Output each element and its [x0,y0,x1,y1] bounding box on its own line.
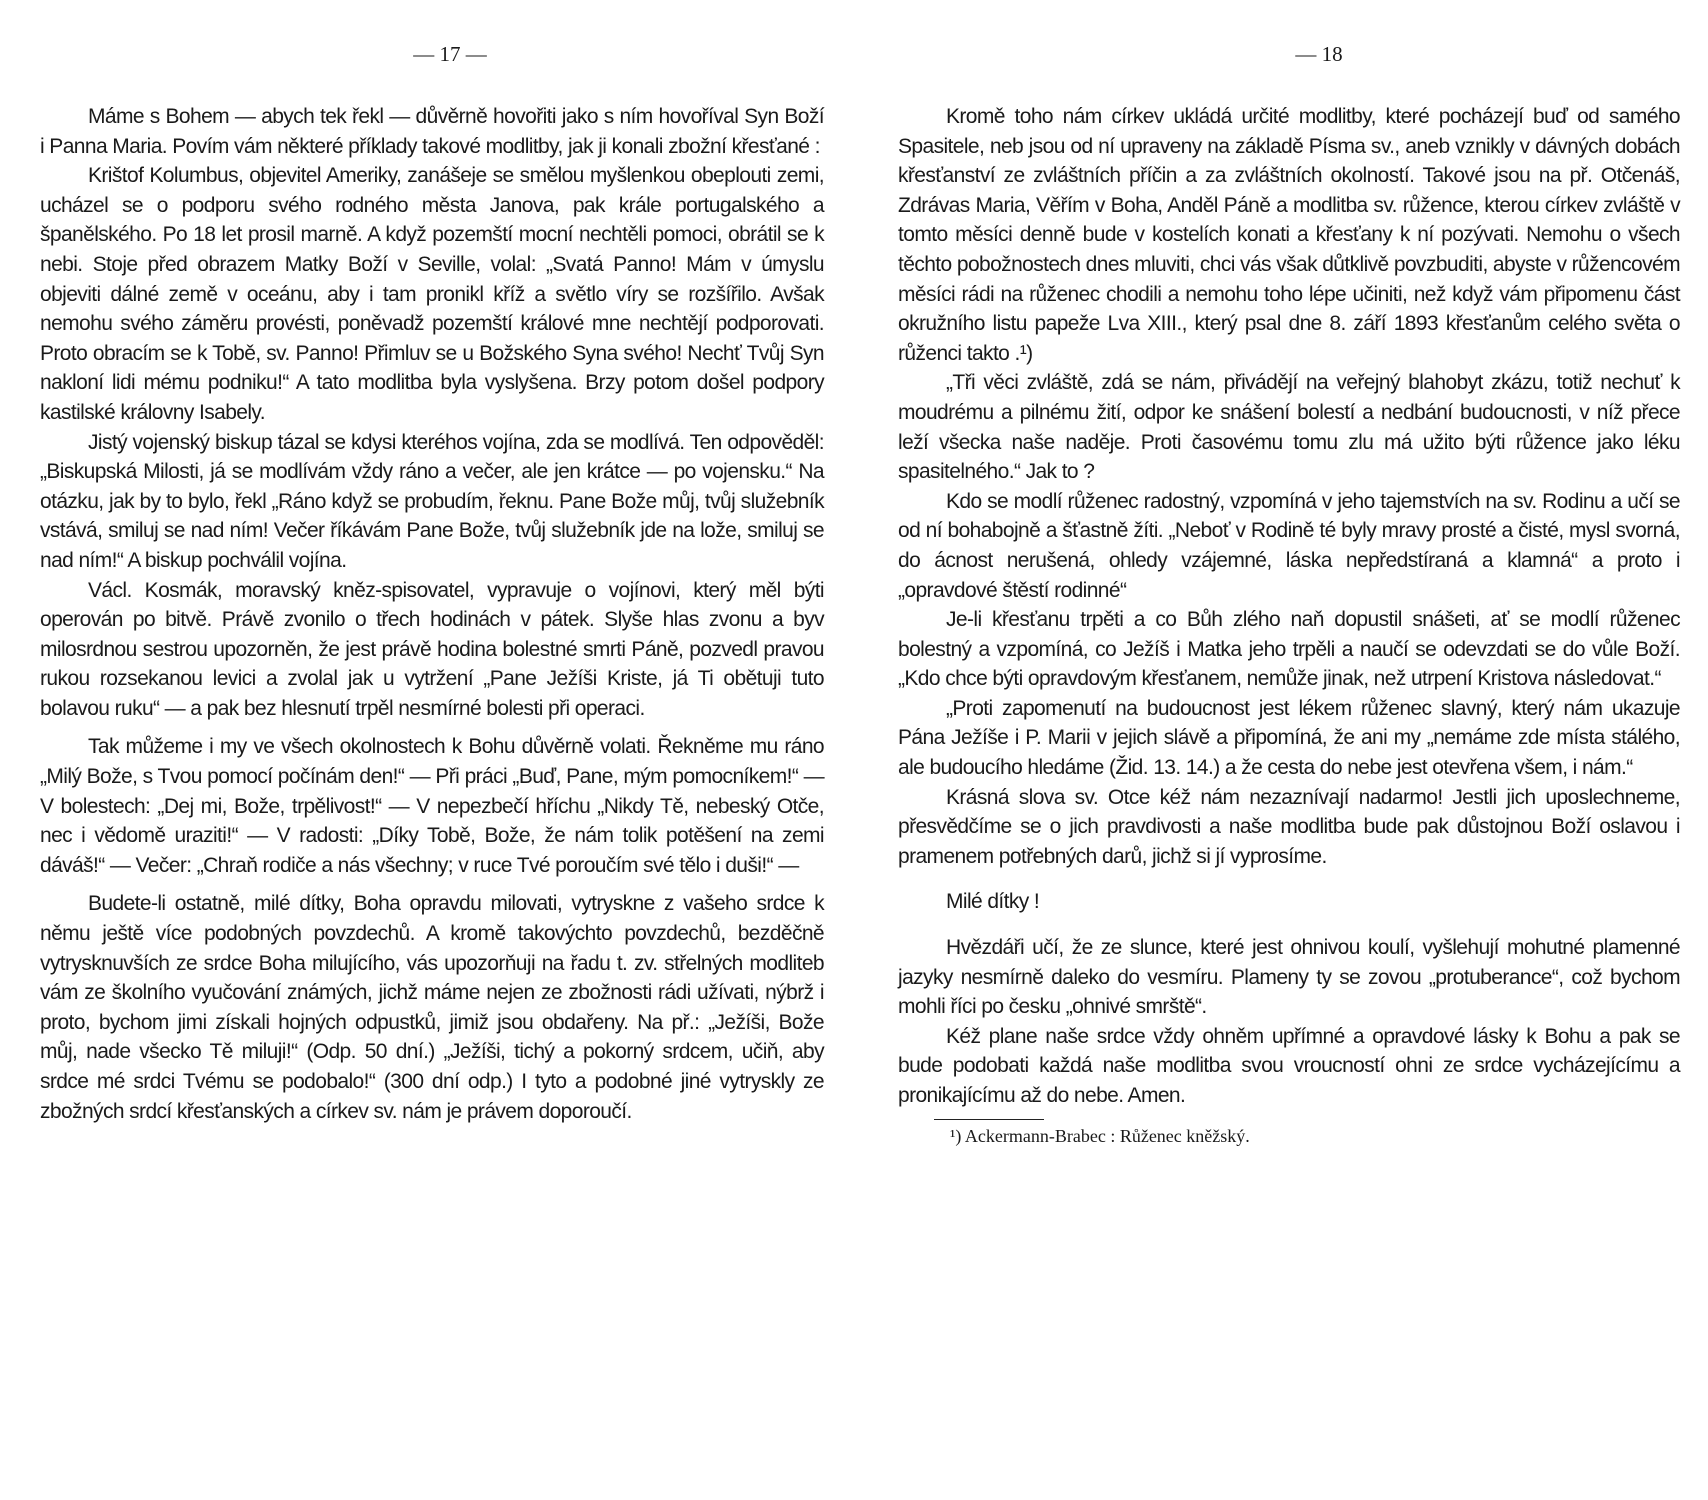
page-text [40,102,824,1126]
page-number: — 18 [1295,42,1343,66]
paragraph: Tak můžeme i my ve všech okolnostech k Bohu důvěrně volati. Řekněme mu ráno „Milý Bože, s Tvou pomocí počínám den!“ — Při práci „Buď, Pane, mým pomocníkem!“ — V bolestech: „Dej mi, Bože, trpělivost!“ — V nepezbečí hříchu „Nikdy Tě, nebeský Otče, nec i vědomě uraziti!“ — V radosti: „Díky Tobě, Bože, že nám tolik potěšení na zemi dáváš!“ — Večer: „Chraň rodiče a nás všechny; v ruce Tvé poroučím své tělo i duši!“ — [40,735,824,877]
salutation: Milé dítky ! [946,890,1040,914]
right-page [898,0,1680,1147]
paragraph: Kromě toho nám církev ukládá určité modlitby, které pocházejí buď od samého Spasitele, neb jsou od ní upraveny na základě Písma sv., aneb vznikly v dávných dobách křesťanství ze zvláštních příčin a za zvláštních okolností. Takové jsou na př. Otčenáš, Zdrávas Maria, Věřím v Boha, Anděl Páně a modlitba sv. růžence, kterou církev zvláště v tomto měsíci denně bude v kostelích konati a křesťany k ní pozývati. Nemohu o všech těchto pobožnostech dnes mluviti, chci vás však důtklivě povzbuditi, abyste v růžencovém měsíci rádi na růženec chodili a nemohu toho lépe učiniti, než když vám připomenu část okružního listu papeže Lva XIII., který psal dne 8. září 1893 křesťanům celého světa o růženci takto .¹) [898,105,1680,365]
paragraph: „Proti zapomenutí na budoucnost jest lékem růženec slavný, který nám ukazuje Pána Ježíše i P. Marii v jejich slávě a připomíná, že ani my „nemáme zde místa stálého, ale budoucího hledáme (Žid. 13. 14.) a že cesta do nebe jest otevřena všem, i nám.“ [898,696,1680,780]
paragraph: „Tři věci zvláště, zdá se nám, přivádějí na veřejný blahobyt zkázu, totiž nechuť k moudrému a pilnému žití, odpor ke snášení bolestí a nedbání budoucnosti, v níž přece leží všecka naše naděje. Proti časovému tomu zlu má užito býti růžence jako léku spasitelného.“ Jak to ? [898,371,1680,484]
paragraph: Kéž plane naše srdce vždy ohněm upřímné a opravdové lásky k Bohu a pak se bude podobati každá naše modlitba svou vroucností ohni ze srdce vycházejícímu a pronikajícímu až do nebe. Amen. [898,1024,1680,1107]
paragraph: Kdo se modlí růženec radostný, vzpomíná v jeho tajemstvích na sv. Rodinu a učí se od ní bohabojně a šťastně žíti. „Neboť v Rodině té byly mravy prosté a čisté, mysl svorná, do ácnost nerušená, ohledy vzájemné, láska nepředstíraná a klamná“ a proto i „opravdové štěstí rodinné“ [898,489,1680,602]
page-text [898,102,1680,1111]
left-page [40,0,824,1126]
footnote: ¹) Ackermann-Brabec : Růženec kněžský. [950,1125,1250,1146]
footnote-divider [934,1119,1044,1120]
paragraph: Je-li křesťanu trpěti a co Bůh zlého naň dopustil snášeti, ať se modlí růženec bolestný a vzpomíná, co Ježíš i Matka jeho trpěli a naučí se odevzdati se do vůle Boží. „Kdo chce býti opravdovým křesťanem, nemůže jinak, než utrpení Kristova následovat.“ [898,608,1680,691]
paragraph: Václ. Kosmák, moravský kněz-spisovatel, vypravuje o vojínovi, který měl býti operován po bitvě. Právě zvonilo o třech hodinách v pátek. Slyše hlas zvonu a byv milosrdnou sestrou upozorněn, že jest právě hodina bolestné smrti Páně, pozvedl pravou rukou rozsekanou levici a zvolal jak u vytržení „Pane Ježíši Kriste, já Ti obětuji tuto bolavou ruku“ — a pak bez hlesnutí trpěl nesmírné bolesti při operaci. [40,578,824,720]
paragraph: Hvězdáři učí, že ze slunce, které jest ohnivou koulí, vyšlehují mohutné plamenné jazyky nesmírně daleko do vesmíru. Plameny ty se zovou „protuberance“, což bychom mohli říci po česku „ohnivé smrště“. [898,936,1680,1019]
paragraph: Budete-li ostatně, milé dítky, Boha opravdu milovati, vytryskne z vašeho srdce k němu ještě více podobných povzdechů. A kromě takovýchto povzdechů, bezděčně vytrysknuvších ze srdce Boha milujícího, vás upozorňuji na řadu t. zv. střelných modliteb vám ze školního vyučování známých, jichž máme nejen ze zbožnosti rádi užívati, nýbrž i proto, bychom jimi získali hojných odpustků, jimiž jsou obdařeny. Na př.: „Ježíši, Bože můj, nade všecko Tě miluji!“ (Odp. 50 dní.) „Ježíši, tichý a pokorný srdcem, učiň, aby srdce mé srdci Tvému se podobalo!“ (300 dní odp.) I tyto a podobné jiné vytryskly ze zbožných srdcí křesťanských a církev sv. nám je právem doporoučí. [40,892,824,1123]
paragraph: Máme s Bohem — abych tek řekl — důvěrně hovořiti jako s ním hovoříval Syn Boží i Panna Maria. Povím vám některé příklady takové modlitby, jak ji konali zbožní křesťané : [40,105,824,158]
page-number: — 17 — [413,42,487,66]
paragraph: Jistý vojenský biskup tázal se kdysi kteréhos vojína, zda se modlívá. Ten odpověděl: „Biskupská Milosti, já se modlívám vždy ráno a večer, ale jen krátce — po vojensku.“ Na otázku, jak by to bylo, řekl „Ráno když se probudím, řeknu. Pane Bože můj, tvůj služebník vstává, smiluj se nad ním! Večer říkávám Pane Bože, tvůj služebník jde na lože, smiluj se nad ním!“ A biskup pochválil vojína. [40,430,824,572]
paragraph: Krásná slova sv. Otce kéž nám nezaznívají nadarmo! Jestli jich uposlechneme, přesvědčíme se o jich pravdivosti a naše modlitba bude pak důstojnou Boží oslavou i pramenem potřebných darů, jichž si jí vyprosíme. [898,785,1680,868]
paragraph: Krištof Kolumbus, objevitel Ameriky, zanášeje se smělou myšlenkou obeplouti zemi, ucházel se o podporu svého rodného města Janova, pak krále portugalského a španělského. Po 18 let prosil marně. A když pozemští mocní nechtěli pomoci, obrátil se k nebi. Stoje před obrazem Matky Boží v Seville, volal: „Svatá Panno! Mám v úmyslu objeviti dálné země v oceánu, aby i tam pronikl kříž a světlo víry se rozšířilo. Avšak nemohu svého záměru provésti, poněvadž pozemští králové mne nechtějí podporovati. Proto obracím se k Tobě, sv. Panno! Přimluv se u Božského Syna svého! Nechť Tvůj Syn nakloní lidi mému podniku!“ A tato modlitba byla vyslyšena. Brzy potom došel podpory kastilské královny Isabely. [40,164,824,424]
